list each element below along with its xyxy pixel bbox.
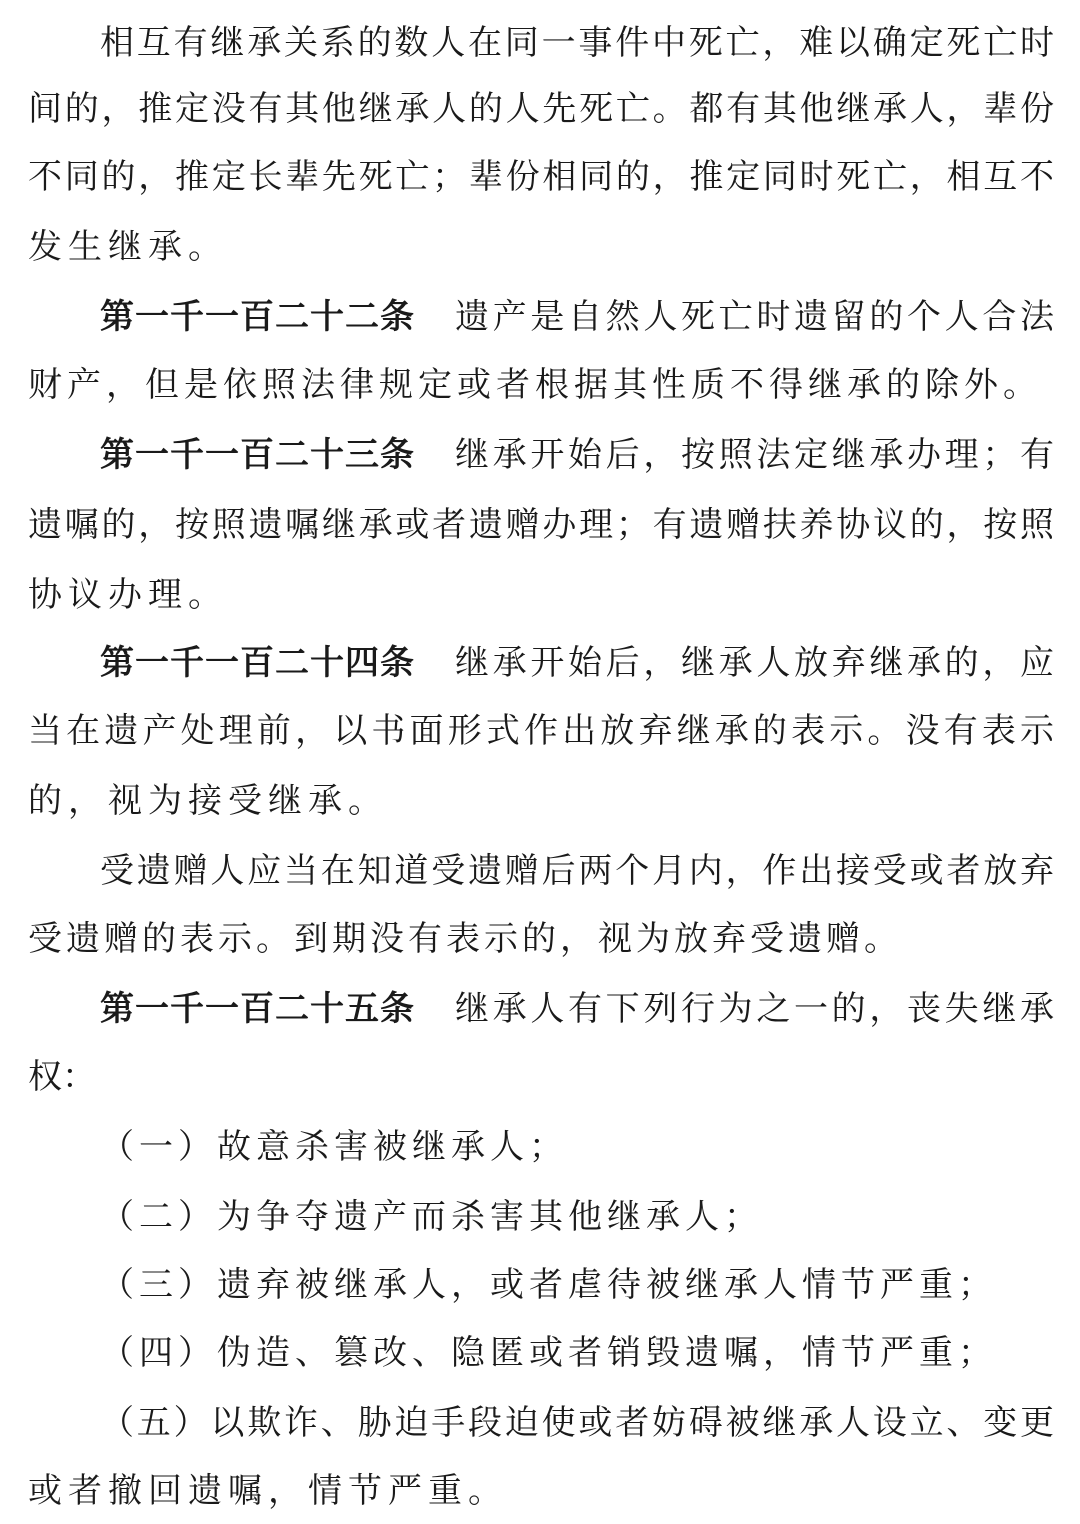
para1-line-4: 发生继承。	[28, 227, 228, 267]
list-item: （二）为争夺遗产而杀害其他继承人；	[100, 1197, 763, 1237]
para1-line-3: 不同的，推定长辈先死亡；辈份相同的，推定同时死亡，相互不	[28, 157, 1054, 197]
article-1122-line-1	[100, 292, 1054, 342]
article-1124-heading: 第一千一百二十四条	[100, 643, 415, 683]
article-1123-line-1	[100, 430, 1054, 480]
article-1122-line-2: 财产，但是依照法律规定或者根据其性质不得继承的除外。	[28, 365, 1042, 405]
article-1124-line-3: 的，视为接受继承。	[28, 781, 388, 821]
article-1122-text-1: 遗产是自然人死亡时遗留的个人合法	[455, 297, 1054, 337]
list-item: （一）故意杀害被继承人；	[100, 1127, 568, 1167]
article-1125-text-1: 继承人有下列行为之一的，丧失继承	[455, 989, 1054, 1029]
article-1124-para2-line-2: 受遗赠的表示。到期没有表示的，视为放弃受遗赠。	[28, 919, 902, 959]
article-1123-line-3: 协议办理。	[28, 575, 228, 615]
article-1125-line-1	[100, 984, 1054, 1034]
list-item: （五）以欺诈、胁迫手段迫使或者妨碍被继承人设立、变更	[100, 1403, 1054, 1443]
article-1125-heading: 第一千一百二十五条	[100, 989, 415, 1029]
article-1123-line-2: 遗嘱的，按照遗嘱继承或者遗赠办理；有遗赠扶养协议的，按照	[28, 505, 1054, 545]
article-1124-para2-line-1: 受遗赠人应当在知道受遗赠后两个月内，作出接受或者放弃	[100, 851, 1054, 891]
article-1122-heading: 第一千一百二十二条	[100, 297, 415, 337]
article-1124-line-1	[100, 638, 1054, 688]
list-item: （三）遗弃被继承人，或者虐待被继承人情节严重；	[100, 1265, 997, 1305]
para1-line-1: 相互有继承关系的数人在同一事件中死亡，难以确定死亡时	[100, 23, 1054, 63]
article-1125-line-2: 权：	[28, 1057, 96, 1097]
list-item-continuation: 或者撤回遗嘱，情节严重。	[28, 1471, 508, 1511]
article-1124-line-2: 当在遗产处理前，以书面形式作出放弃继承的表示。没有表示	[28, 711, 1054, 751]
para1-line-2: 间的，推定没有其他继承人的人先死亡。都有其他继承人，辈份	[28, 89, 1054, 129]
article-1124-text-1: 继承开始后，继承人放弃继承的，应	[455, 643, 1054, 683]
article-1123-heading: 第一千一百二十三条	[100, 435, 415, 475]
article-1123-text-1: 继承开始后，按照法定继承办理；有	[455, 435, 1054, 475]
list-item: （四）伪造、篡改、隐匿或者销毁遗嘱，情节严重；	[100, 1333, 997, 1373]
